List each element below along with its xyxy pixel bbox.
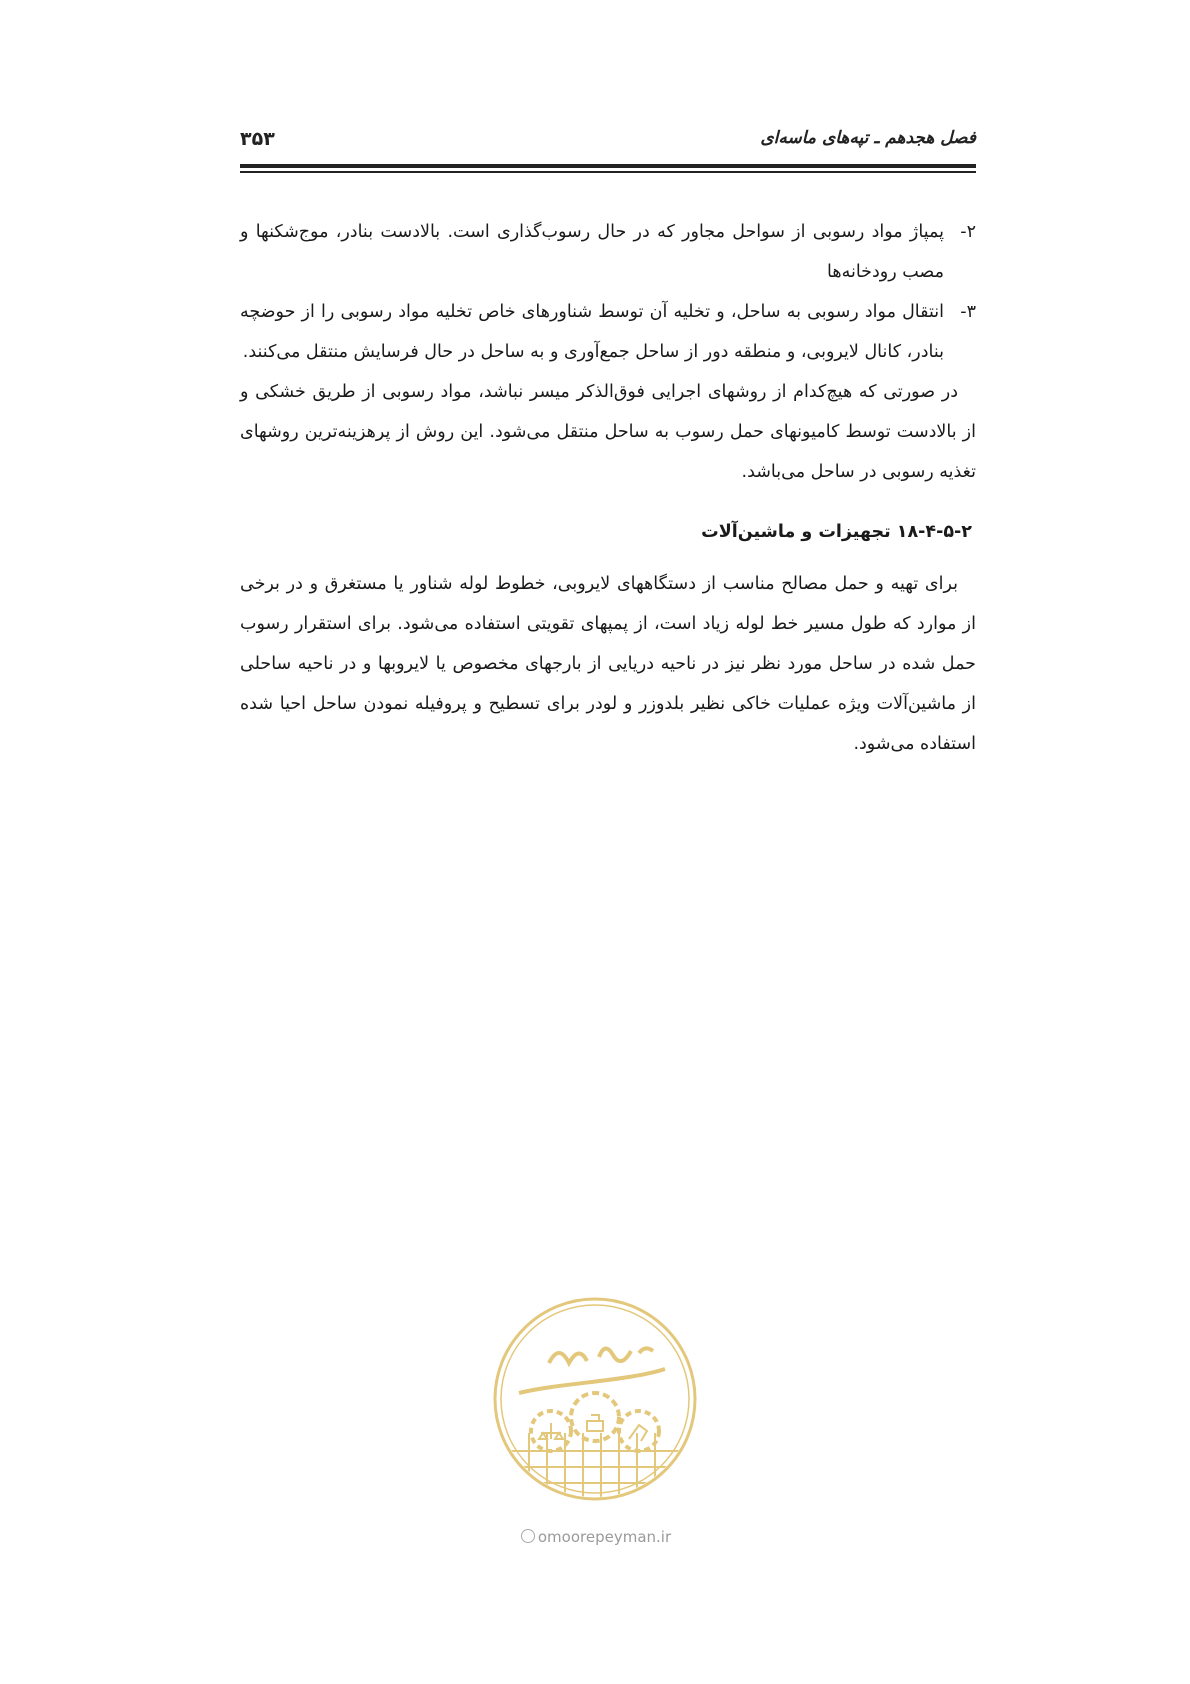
page-header <box>240 118 976 158</box>
list-item-text: انتقال مواد رسوبی به ساحل، و تخلیه آن توسط شناورهای خاص تخلیه مواد رسوبی را از حوضچه بنادر، کانال لایروبی، و منطقه دور از ساحل جمع‌آوری و به ساحل در حال فرسایش منتقل می‌کنند. <box>240 302 944 362</box>
watermark-website <box>480 1528 712 1546</box>
paragraph: برای تهیه و حمل مصالح مناسب از دستگاههای لایروبی، خطوط لوله شناور یا مستغرق و در برخی از موارد که طول مسیر خط لوله زیاد است، از پمپهای تقویتی استفاده می‌شود. برای استقرار رسوب حمل شده در ساحل مورد نظر نیز در ناحیه دریایی از بارجهای مخصوص یا لایروبها و در ناحیه ساحلی از ماشین‌آلات ویژه عملیات خاکی نظیر بلدوزر و لودر برای تسطیح و پروفیله نمودن ساحل احیا شده استفاده می‌شود. <box>240 574 976 754</box>
list-item <box>240 292 976 372</box>
page-number: ۳۵۳ <box>240 128 275 150</box>
paragraph: در صورتی که هیچ‌کدام از روشهای اجرایی فوق‌الذکر میسر نباشد، مواد رسوبی از طریق خشکی و از بالادست توسط کامیونهای حمل رسوب به ساحل منتقل می‌شود. این روش از پرهزینه‌ترین روشهای تغذیه رسوبی در ساحل می‌باشد. <box>240 382 976 482</box>
list-item-number: ۲- <box>960 222 976 242</box>
logo-emblem <box>495 1299 695 1505</box>
watermark-logo <box>489 1293 701 1505</box>
instagram-icon <box>521 1529 535 1543</box>
list-item-number: ۳- <box>960 302 976 322</box>
header-rule-thick <box>240 164 976 168</box>
page-body <box>240 212 976 764</box>
chapter-title: فصل هجدهم ـ تپه‌های ماسه‌ای <box>760 128 976 148</box>
list-item-text: پمپاژ مواد رسوبی از سواحل مجاور که در حال رسوب‌گذاری است. بالادست بنادر، موج‌شکنها و مصب رودخانه‌ها <box>240 222 944 282</box>
section-heading: ۱۸-۴-۵-۲ تجهیزات و ماشین‌آلات <box>701 522 972 542</box>
list-item <box>240 212 976 292</box>
header-rule-thin <box>240 171 976 173</box>
website-label: omoorepeyman.ir <box>537 1528 672 1546</box>
